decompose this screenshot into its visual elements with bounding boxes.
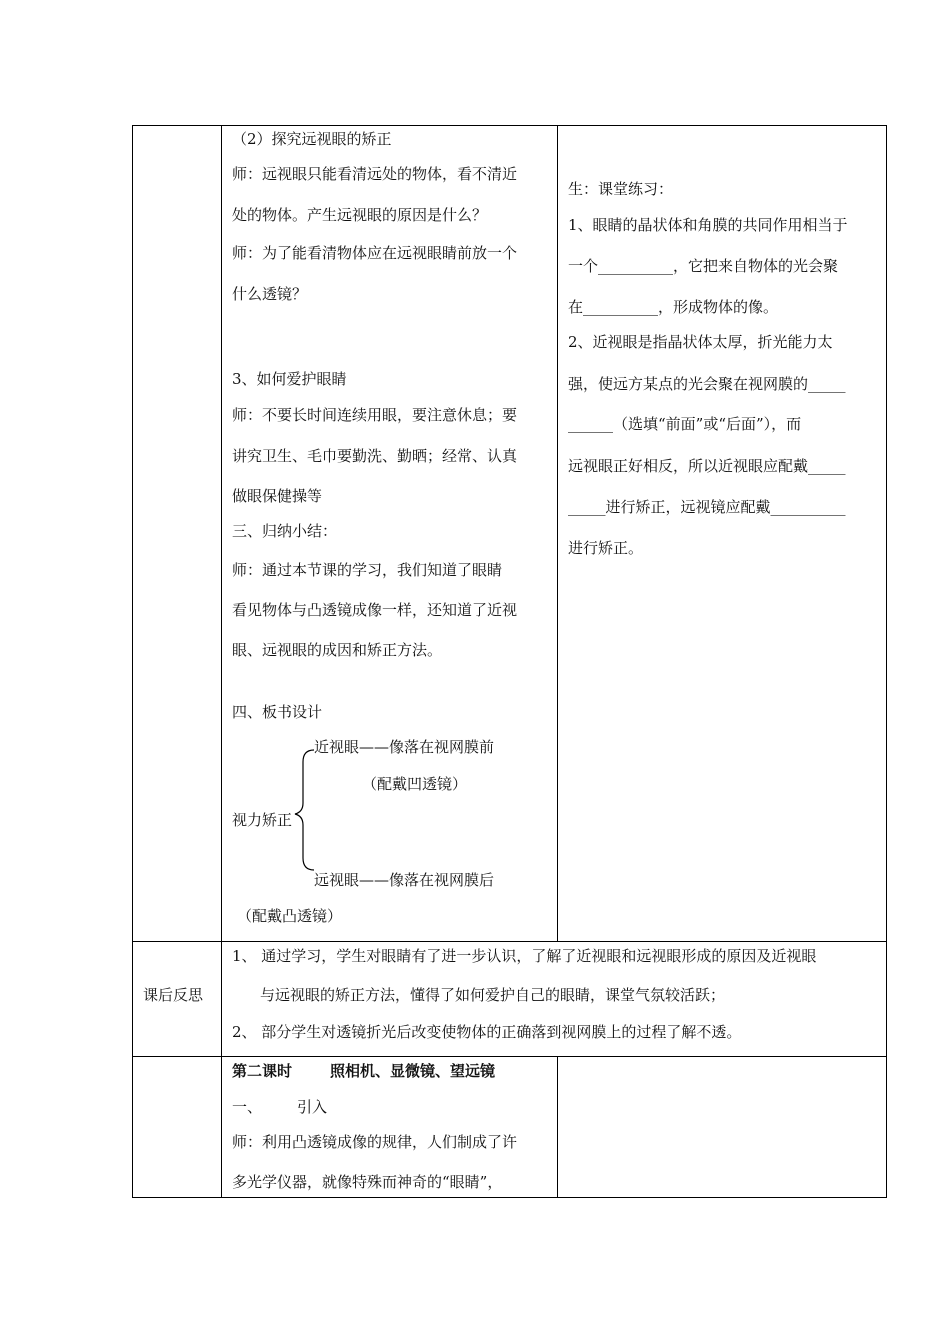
exercise-text: 进行矫正。 [568,539,644,557]
summary-text: 师：通过本节课的学习，我们知道了眼睛 [232,561,503,579]
board-hyperopia: 远视眼——像落在视网膜后 [314,871,495,889]
board-heading: 四、板书设计 [232,703,323,721]
reflection-text: 1、 通过学习，学生对眼睛有了进一步认识，了解了近视眼和远视眼形成的原因及近视眼 [232,947,817,965]
table-right-border [886,125,887,1198]
board-concave: （配戴凹透镜） [362,775,468,793]
table-row-divider-2 [132,1056,887,1057]
reflection-label: 课后反思 [143,986,204,1004]
table-col-divider-1 [221,125,222,1198]
intro-number: 一、 [232,1098,263,1116]
board-convex: （配戴凸透镜） [237,907,343,925]
care-text: 做眼保健操等 [232,487,323,505]
summary-text: 眼、远视眼的成因和矫正方法。 [232,641,443,659]
teacher-text: 师：远视眼只能看清远处的物体，看不清近 [232,165,518,183]
summary-text: 看见物体与凸透镜成像一样，还知道了近视 [232,601,518,619]
exercise-heading: 生：课堂练习： [568,180,674,198]
care-text: 讲究卫生、毛巾要勤洗、勤晒；经常、认真 [232,447,518,465]
exercise-text: ______（选填“前面”或“后面”），而 [568,415,802,433]
board-myopia: 近视眼——像落在视网膜前 [314,738,495,756]
summary-heading: 三、归纳小结： [232,522,338,540]
exercise-text: 2、近视眼是指晶状体太厚，折光能力太 [568,333,833,351]
second-lesson-title: 第二课时 [232,1062,293,1080]
table-top-border [132,125,887,126]
table-col-divider-2a [557,125,558,941]
care-heading: 3、如何爱护眼睛 [232,370,347,388]
care-text: 师：不要长时间连续用眼，要注意休息；要 [232,406,518,424]
exercise-text: 在__________，形成物体的像。 [568,298,779,316]
second-lesson-text: 多光学仪器，就像特殊而神奇的“眼睛”， [232,1173,503,1191]
reflection-text: 2、 部分学生对透镜折光后改变使物体的正确落到视网膜上的过程了解不透。 [232,1023,742,1041]
intro-label: 引入 [297,1098,328,1116]
table-row-divider-1 [132,941,887,942]
board-center: 视力矫正 [232,811,293,829]
reflection-text: 与远视眼的矫正方法，懂得了如何爱护自己的眼睛，课堂气氛较活跃； [260,986,726,1004]
second-lesson-text: 师：利用凸透镜成像的规律，人们制成了许 [232,1133,518,1151]
exercise-text: 远视眼正好相反，所以近视眼应配戴_____ [568,457,846,475]
exercise-text: 1、眼睛的晶状体和角膜的共同作用相当于 [568,216,848,234]
exercise-text: 一个__________，它把来自物体的光会聚 [568,257,839,275]
table-col-divider-2b [557,1056,558,1197]
teacher-text: 什么透镜？ [232,285,308,303]
table-bottom-border [132,1197,887,1198]
curly-brace-icon [294,748,318,872]
second-lesson-subtitle: 照相机、显微镜、望远镜 [330,1062,496,1080]
teacher-text: 处的物体。产生远视眼的原因是什么？ [232,206,488,224]
teacher-text: 师：为了能看清物体应在远视眼睛前放一个 [232,244,518,262]
exercise-text: _____进行矫正，远视镜应配戴__________ [568,498,846,516]
table-left-border [132,125,133,1198]
explore-heading: （2）探究远视眼的矫正 [232,130,392,148]
exercise-text: 强，使远方某点的光会聚在视网膜的_____ [568,375,846,393]
